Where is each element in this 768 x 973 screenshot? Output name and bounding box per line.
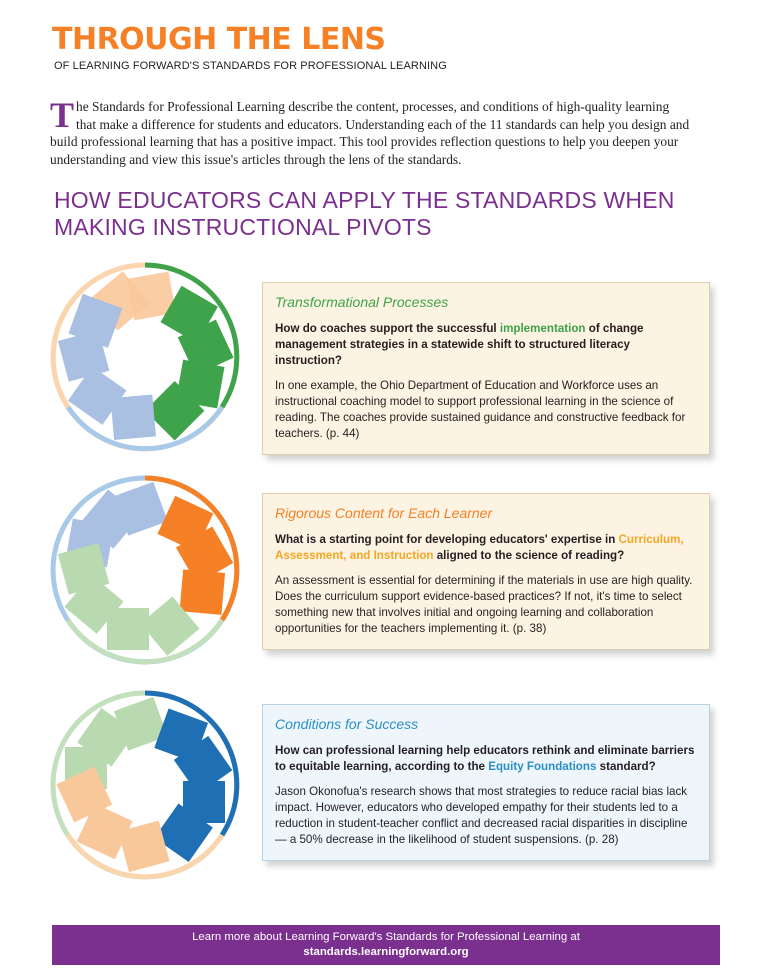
intro-dropcap: T xyxy=(50,95,75,135)
question-highlight: implementation xyxy=(499,322,586,335)
wheel-graphic xyxy=(50,475,240,665)
card-body: Jason Okonofua's research shows that most strategies to reduce racial bias lack impact. However, educators who developed empathy for their students led to a reduction in student-teacher conflict and decreased racial disparities in discipline — a 50% decrease in the likelihood of student suspensions. (p. 28) xyxy=(275,785,688,846)
card-question xyxy=(275,743,697,775)
page-subtitle: OF LEARNING FORWARD'S STANDARDS FOR PROFESSIONAL LEARNING xyxy=(54,60,447,72)
intro-paragraph xyxy=(50,95,690,168)
footer-link[interactable]: standards.learningforward.org xyxy=(303,946,469,958)
standards-wheel-rigorous xyxy=(50,475,240,665)
card-conditions-for-success xyxy=(262,704,710,861)
standards-wheel-conditions xyxy=(50,690,240,880)
wheel-graphic xyxy=(50,262,240,452)
question-text: of change management strategies in a statewide shift to structured literacy instruction? xyxy=(275,322,644,367)
question-highlight: Equity Foundations xyxy=(488,760,597,773)
card-rigorous-content xyxy=(262,493,710,650)
card-transformational-processes xyxy=(262,282,710,455)
section-heading: HOW EDUCATORS CAN APPLY THE STANDARDS WHEN MAKING INSTRUCTIONAL PIVOTS xyxy=(54,187,675,240)
card-title: Rigorous Content for Each Learner xyxy=(275,505,493,521)
question-text: How do coaches support the successful xyxy=(275,322,500,335)
question-text: What is a starting point for developing educators' expertise in xyxy=(275,533,619,546)
footer-text: Learn more about Learning Forward's Standards for Professional Learning at xyxy=(192,931,580,943)
card-body: In one example, the Ohio Department of Education and Workforce uses an instructional coaching model to support professional learning in the science of reading. The coaches provide sustained guidance and constructive feedback for teachers. (p. 44) xyxy=(275,379,686,440)
footer-banner xyxy=(52,925,720,965)
question-text: How can professional learning help educators rethink and eliminate barriers to equitable learning, according to the xyxy=(275,744,695,773)
question-text: aligned to the science of reading? xyxy=(433,549,625,562)
card-question xyxy=(275,321,697,369)
question-text: standard? xyxy=(596,760,656,773)
intro-line2: that make a difference for students and educators. Understanding each of the 11 standards can help you design and build professional learning that has a positive impact. This tool provides reflection questions to help you deepen your understanding and view this issue's articles through the lens of the standards. xyxy=(50,116,690,167)
wheel-graphic xyxy=(50,690,240,880)
card-body: An assessment is essential for determining if the materials in use are high quality. Does the curriculum support evidence-based practices? If not, it's time to select something new that involves initial and ongoing learning and collaboration opportunities for the teachers implementing it. (p. 38) xyxy=(275,574,693,635)
card-question xyxy=(275,532,697,564)
page-title: THROUGH THE LENS xyxy=(52,22,386,57)
intro-line1: he Standards for Professional Learning describe the content, processes, and conditions of high-quality learning xyxy=(76,99,670,114)
question-highlight: Curriculum, Assessment, and Instruction xyxy=(275,533,684,562)
card-title: Conditions for Success xyxy=(275,716,419,732)
card-title: Transformational Processes xyxy=(275,294,449,310)
standards-wheel-transformational xyxy=(50,262,240,452)
